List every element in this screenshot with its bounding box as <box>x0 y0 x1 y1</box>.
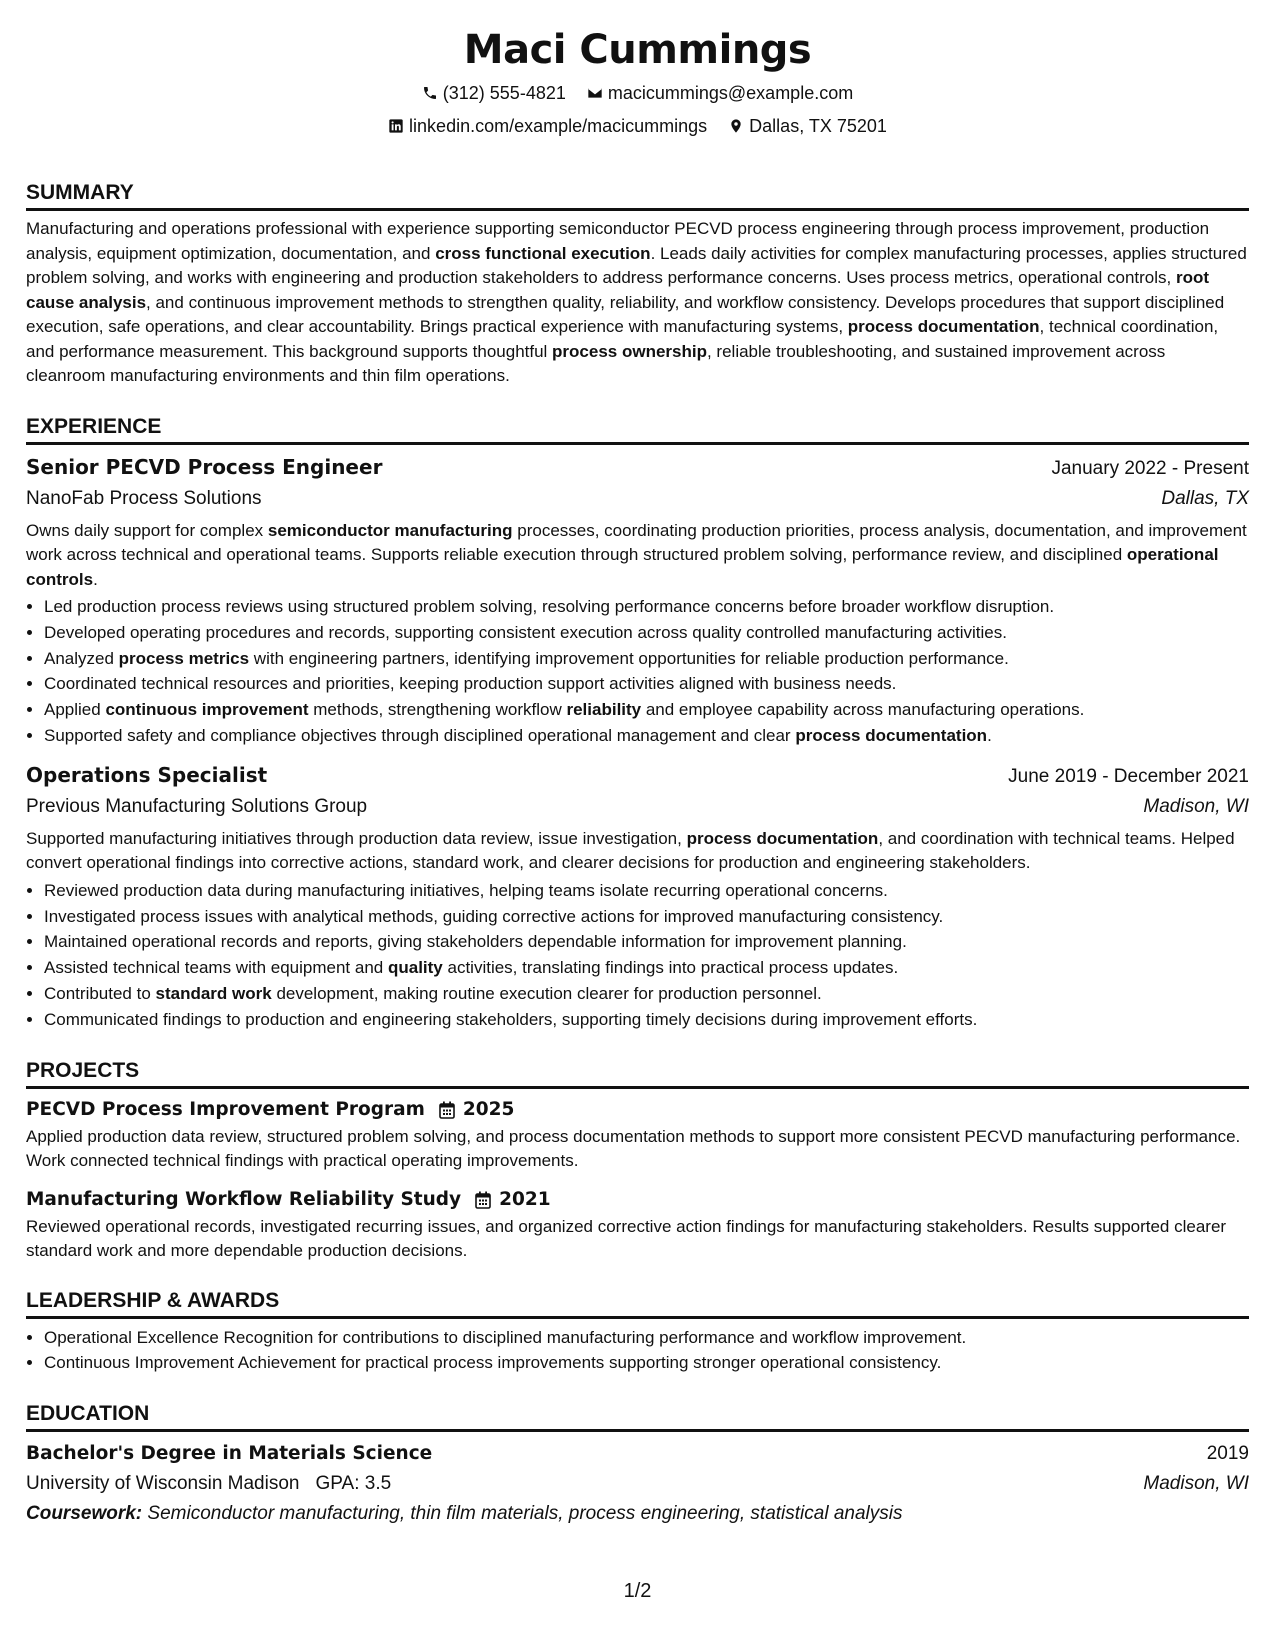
page-number: 1/2 <box>623 1580 652 1602</box>
school-name: University of Wisconsin Madison <box>26 1473 300 1495</box>
projects-heading: PROJECTS <box>26 1059 1249 1089</box>
resume-page <box>26 0 1249 1528</box>
contact-line-1 <box>26 82 1249 106</box>
list-item: • Communicated findings to production and engineering stakeholders, supporting timely decisions during improvement efforts. <box>44 1007 1249 1033</box>
job-location: Madison, WI <box>1143 795 1249 817</box>
list-item: • Analyzed process metrics with engineering partners, identifying improvement opportunities for reliable production performance. <box>44 646 1249 672</box>
education-heading: EDUCATION <box>26 1402 1249 1432</box>
location-text: Dallas, TX 75201 <box>749 116 887 136</box>
coursework-label: Coursework: <box>26 1503 143 1525</box>
company-name: Previous Manufacturing Solutions Group <box>26 795 368 817</box>
job-title: Senior PECVD Process Engineer <box>26 454 383 479</box>
phone-text: (312) 555-4821 <box>442 83 566 103</box>
email-link[interactable]: macicummings@example.com <box>607 83 854 103</box>
phone-icon <box>422 85 438 101</box>
location-contact <box>728 115 887 137</box>
project-name: PECVD Process Improvement Program <box>26 1098 425 1120</box>
bold-keyword: root cause analysis <box>26 268 1210 312</box>
project-year: 2021 <box>499 1188 551 1210</box>
bold-keyword: semiconductor manufacturing <box>267 520 513 540</box>
bold-keyword: cross functional execution <box>435 243 651 263</box>
job-entry <box>26 761 1249 1033</box>
bold-keyword: operational controls <box>26 545 1219 589</box>
calendar-icon <box>439 1101 455 1119</box>
graduation-year: 2019 <box>1206 1443 1249 1465</box>
linkedin-contact[interactable] <box>388 115 707 137</box>
coursework-list: Semiconductor manufacturing, thin film materials, process engineering, statistical analysis <box>147 1503 903 1525</box>
job-entry <box>26 453 1249 749</box>
envelope-icon <box>587 85 603 101</box>
job-dates: January 2022 - Present <box>1051 457 1249 479</box>
leadership-heading: LEADERSHIP & AWARDS <box>26 1289 1249 1319</box>
coursework <box>26 1500 1249 1528</box>
list-item: • Operational Excellence Recognition for contributions to disciplined manufacturing performance and workflow improvement. <box>44 1325 1249 1351</box>
project-entry <box>26 1187 1249 1263</box>
project-description: Reviewed operational records, investigated recurring issues, and organized corrective action findings for manufacturing stakeholders. Results supported clearer standard work and more dependable production decisions. <box>26 1216 1227 1260</box>
bold-keyword: process documentation <box>847 317 1040 336</box>
bold-keyword: process documentation <box>686 828 879 848</box>
job-location: Dallas, TX <box>1161 487 1249 509</box>
calendar-icon <box>475 1191 491 1209</box>
school-location: Madison, WI <box>1143 1473 1249 1495</box>
job-description: Owns daily support for complex semiconductor manufacturing processes, coordinating production priorities, process analysis, documentation, and improvement work across technical and operational teams. Supports reliable execution through structured problem solving, performance review, and disciplined operational controls. <box>26 520 1247 589</box>
candidate-name: Maci Cummings <box>463 27 812 73</box>
list-item: • Assisted technical teams with equipment and quality activities, translating findings into practical process updates. <box>44 955 1249 981</box>
bold-keyword: standard work <box>155 983 272 1003</box>
job-description: Supported manufacturing initiatives through production data review, issue investigation, process documentation, and coordination with technical teams. Helped convert operational findings into corrective actions, standard work, and clearer decisions for production and engineering stakeholders. <box>26 828 1235 873</box>
job-title: Operations Specialist <box>26 762 268 787</box>
bold-keyword: process documentation <box>795 725 988 745</box>
email-contact[interactable] <box>587 82 853 104</box>
project-entry <box>26 1097 1249 1173</box>
job-dates: June 2019 - December 2021 <box>1008 765 1249 787</box>
education-entry <box>26 1440 1249 1528</box>
list-item: • Coordinated technical resources and priorities, keeping production support activities aligned with business needs. <box>44 671 1249 697</box>
project-year: 2025 <box>462 1098 515 1120</box>
job-bullets <box>26 594 1249 749</box>
bold-keyword: continuous improvement <box>105 700 309 720</box>
linkedin-icon <box>388 118 404 134</box>
phone-contact <box>422 82 566 104</box>
list-item: • Maintained operational records and reports, giving stakeholders dependable information for improvement planning. <box>44 929 1249 955</box>
list-item: • Led production process reviews using structured problem solving, resolving performance concerns before broader workflow disruption. <box>44 594 1249 620</box>
company-name: NanoFab Process Solutions <box>26 487 262 509</box>
leadership-list <box>26 1325 1249 1377</box>
summary-text: Manufacturing and operations professional with experience supporting semiconductor PECVD process engineering through process improvement, production analysis, equipment optimization, documentation, and cross functional execution. Leads daily activities for complex manufacturing processes, applies structured problem solving, and works with engineering and production stakeholders to address performance concerns. Uses process metrics, operational controls, root cause analysis, and continuous improvement methods to strengthen quality, reliability, and workflow consistency. Develops procedures that support disciplined execution, safe operations, and clear accountability. Brings practical experience with manufacturing systems, process documentation, technical coordination, and performance measurement. This background supports thoughtful process ownership, reliable troubleshooting, and sustained improvement across cleanroom manufacturing environments and thin film operations. <box>26 219 1247 385</box>
summary-heading: SUMMARY <box>26 181 1249 211</box>
school-info <box>26 1470 391 1498</box>
bold-keyword: process ownership <box>552 341 707 361</box>
list-item: • Developed operating procedures and records, supporting consistent execution across quality controlled manufacturing activities. <box>44 620 1249 646</box>
project-description: Applied production data review, structured problem solving, and process documentation methods to support more consistent PECVD manufacturing performance. Work connected technical findings with practical operating improvements. <box>26 1126 1241 1170</box>
list-item: • Contributed to standard work development, making routine execution clearer for production personnel. <box>44 981 1249 1007</box>
contact-line-2 <box>26 115 1249 139</box>
list-item: • Reviewed production data during manufacturing initiatives, helping teams isolate recurring operational concerns. <box>44 878 1249 904</box>
list-item: • Applied continuous improvement methods, strengthening workflow reliability and employee capability across manufacturing operations. <box>44 697 1249 723</box>
bold-keyword: process metrics <box>118 648 250 668</box>
project-name: Manufacturing Workflow Reliability Study <box>26 1188 462 1210</box>
list-item: • Investigated process issues with analytical methods, guiding corrective actions for improved manufacturing consistency. <box>44 904 1249 930</box>
list-item: • Supported safety and compliance objectives through disciplined operational management and clear process documentation. <box>44 723 1249 749</box>
job-bullets <box>26 878 1249 1033</box>
bold-keyword: quality <box>387 958 443 978</box>
list-item: • Continuous Improvement Achievement for practical process improvements supporting stronger operational consistency. <box>44 1350 1249 1376</box>
degree: Bachelor's Degree in Materials Science <box>26 1443 433 1465</box>
experience-heading: EXPERIENCE <box>26 415 1249 445</box>
map-pin-icon <box>728 118 744 134</box>
linkedin-link[interactable]: linkedin.com/example/macicummings <box>409 116 708 136</box>
bold-keyword: reliability <box>566 700 642 720</box>
gpa: GPA: 3.5 <box>315 1473 392 1495</box>
